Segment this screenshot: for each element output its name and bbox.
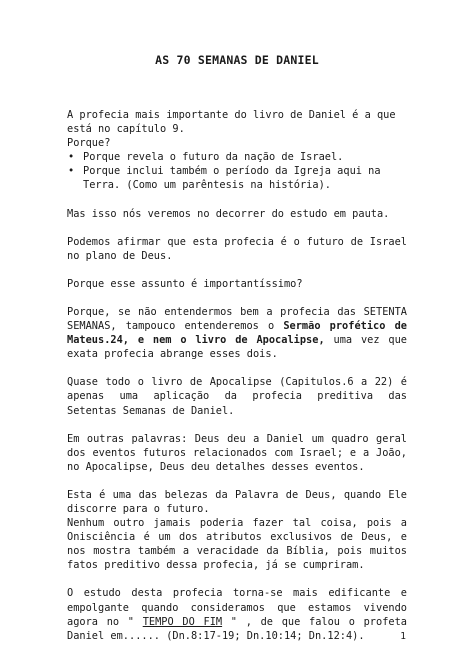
bold-text-span: Sermão profético de Mateus.24, e nem o livro de Apocalipse, — [67, 320, 407, 347]
document-title: AS 70 SEMANAS DE DANIEL — [155, 53, 319, 67]
intro-text: A profecia mais importante do livro de Daniel é a que está no capítulo 9. — [67, 109, 396, 136]
paragraph-study: Mas isso nós veremos no decorrer do estudo em pauta. — [67, 207, 390, 220]
paragraph-israel: Podemos afirmar que esta profecia é o futuro de Israel no plano de Deus. — [67, 235, 407, 262]
paragraph-setenta-semanas — [67, 305, 407, 361]
bullet-item: • Porque revela o futuro da nação de Israel. — [67, 150, 407, 164]
text-span: " , de que falou o profeta Daniel em...... (Dn.8:17-19; Dn.10:14; Dn.12:4). — [67, 615, 407, 642]
paragraph-question: Porque esse assunto é importantíssimo? — [67, 277, 303, 290]
paragraph-outras-palavras: Em outras palavras: Deus deu a Daniel um quadro geral dos eventos futuros relacionados com Israel; e a João, no Apocalipse, Deus deu detalhes desses eventos. — [67, 432, 407, 473]
bullet-list — [67, 150, 407, 192]
page-number: 1 — [400, 631, 406, 642]
document-body — [67, 108, 407, 657]
onisciencia-line: Nenhum outro jamais poderia fazer tal coisa, pois a Onisciência é um dos atributos exclusivos de Deus, e nos mostra também a veracidade da Bíblia, pois muitos fatos preditivo dessa profecia, já se cumpriram. — [67, 517, 407, 572]
text-span: Porque, se não entendermos bem a profecia das SETENTA SEMANAS, tampouco entenderemos o — [67, 305, 407, 333]
bullet-item: • Porque inclui também o período da Igreja aqui na Terra. (Como um parêntesis na história). — [67, 164, 407, 192]
text-span: uma vez que exata profecia abrange esses dois. — [67, 334, 407, 361]
intro-question: Porque? — [67, 137, 111, 150]
underlined-text-span: TEMPO DO FIM — [142, 615, 223, 628]
paragraph-apocalipse: Quase todo o livro de Apocalipse (Capitulos.6 a 22) é apenas uma aplicação da profecia preditiva das Setentas Semanas de Daniel. — [67, 376, 407, 417]
paragraph-belezas — [67, 488, 407, 573]
paragraph-tempo-do-fim — [67, 586, 407, 642]
belezas-line: Esta é uma das belezas da Palavra de Deus, quando Ele discorre para o futuro. — [67, 488, 407, 515]
paragraph-intro — [67, 108, 407, 193]
text-span: O estudo desta profecia torna-se mais edificante e empolgante quando consideramos que estamos vivendo agora no " — [67, 587, 407, 628]
